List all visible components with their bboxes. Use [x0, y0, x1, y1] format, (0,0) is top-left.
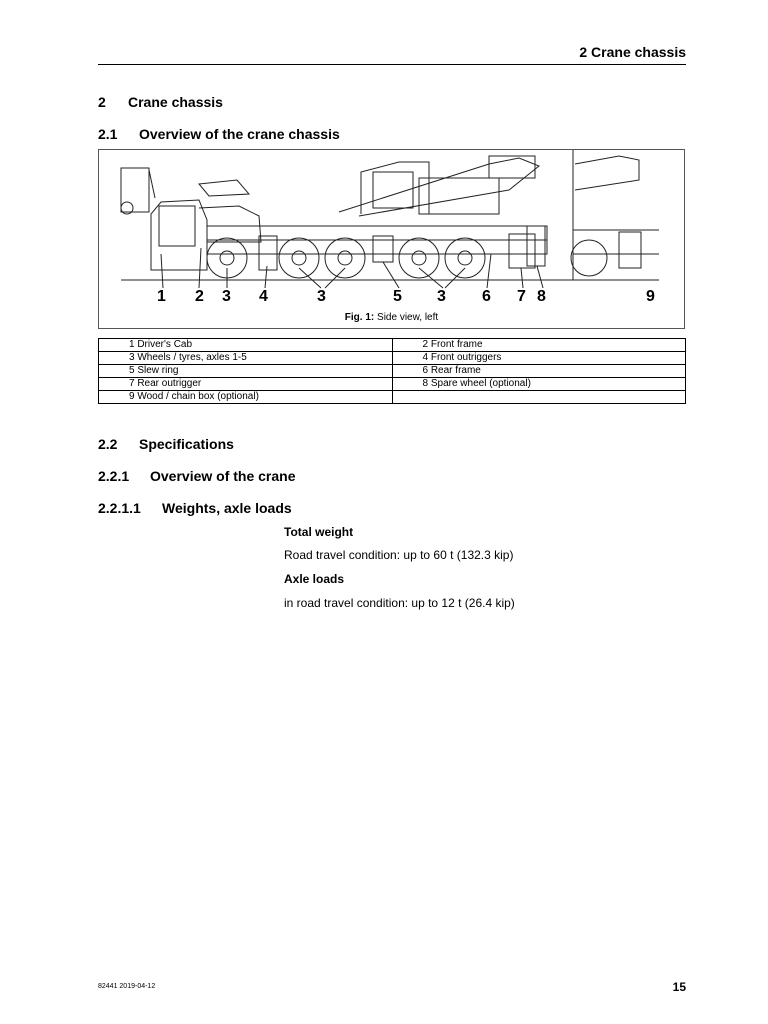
table-row: [99, 365, 686, 378]
table-row: [99, 352, 686, 365]
legend-cell: 8 Spare wheel (optional): [392, 378, 686, 391]
total-weight-title: Total weight: [284, 525, 354, 539]
figure-caption: [98, 312, 685, 323]
heading-number: 2.1: [98, 126, 118, 142]
legend-cell: 1 Driver's Cab: [99, 339, 393, 352]
callout-3: 3: [222, 288, 231, 305]
figure-caption-text: Side view, left: [377, 312, 439, 323]
legend-cell: 2 Front frame: [392, 339, 686, 352]
table-row: [99, 391, 686, 404]
legend-cell: 7 Rear outrigger: [99, 378, 393, 391]
heading-text: Overview of the crane: [150, 468, 296, 484]
legend-cell: 5 Slew ring: [99, 365, 393, 378]
heading-text: Overview of the crane chassis: [139, 126, 340, 142]
total-weight-text: Road travel condition: up to 60 t (132.3 kip): [284, 548, 514, 562]
heading-2-2: [98, 436, 234, 452]
figure-caption-label: Fig. 1:: [344, 312, 375, 323]
heading-2-1: [98, 126, 340, 142]
legend-cell: 4 Front outriggers: [392, 352, 686, 365]
callout-8: 8: [537, 288, 546, 305]
heading-text: Specifications: [139, 436, 234, 452]
legend-table: [98, 338, 686, 404]
legend-cell: 3 Wheels / tyres, axles 1-5: [99, 352, 393, 365]
callout-1: 1: [157, 288, 166, 305]
axle-loads-title: Axle loads: [284, 572, 345, 586]
axle-loads-text: in road travel condition: up to 12 t (26.4 kip): [284, 596, 515, 610]
callout-2: 2: [195, 288, 204, 305]
page-number: 15: [672, 980, 686, 994]
heading-2: [98, 94, 223, 110]
callout-3c: 3: [437, 288, 446, 305]
heading-number: 2.2.1.1: [98, 500, 141, 516]
header-rule: [98, 64, 686, 65]
heading-number: 2.2.1: [98, 468, 130, 484]
heading-text: Weights, axle loads: [162, 500, 292, 516]
callout-3b: 3: [317, 288, 326, 305]
heading-2-2-1-1: [98, 500, 292, 516]
running-header: 2 Crane chassis: [579, 44, 686, 60]
legend-cell: [392, 391, 686, 404]
legend-cell: 9 Wood / chain box (optional): [99, 391, 393, 404]
callout-4: 4: [259, 288, 268, 305]
callout-6: 6: [482, 288, 491, 305]
callout-9: 9: [646, 288, 655, 305]
heading-2-2-1: [98, 468, 296, 484]
callout-5: 5: [393, 288, 402, 305]
heading-number: 2: [98, 94, 106, 110]
figure-frame: [98, 149, 685, 329]
table-row: [99, 378, 686, 391]
heading-number: 2.2: [98, 436, 118, 452]
heading-text: Crane chassis: [128, 94, 223, 110]
legend-cell: 6 Rear frame: [392, 365, 686, 378]
document-code: 82441 2019-04-12: [98, 983, 156, 990]
table-row: [99, 339, 686, 352]
callout-7: 7: [517, 288, 526, 305]
